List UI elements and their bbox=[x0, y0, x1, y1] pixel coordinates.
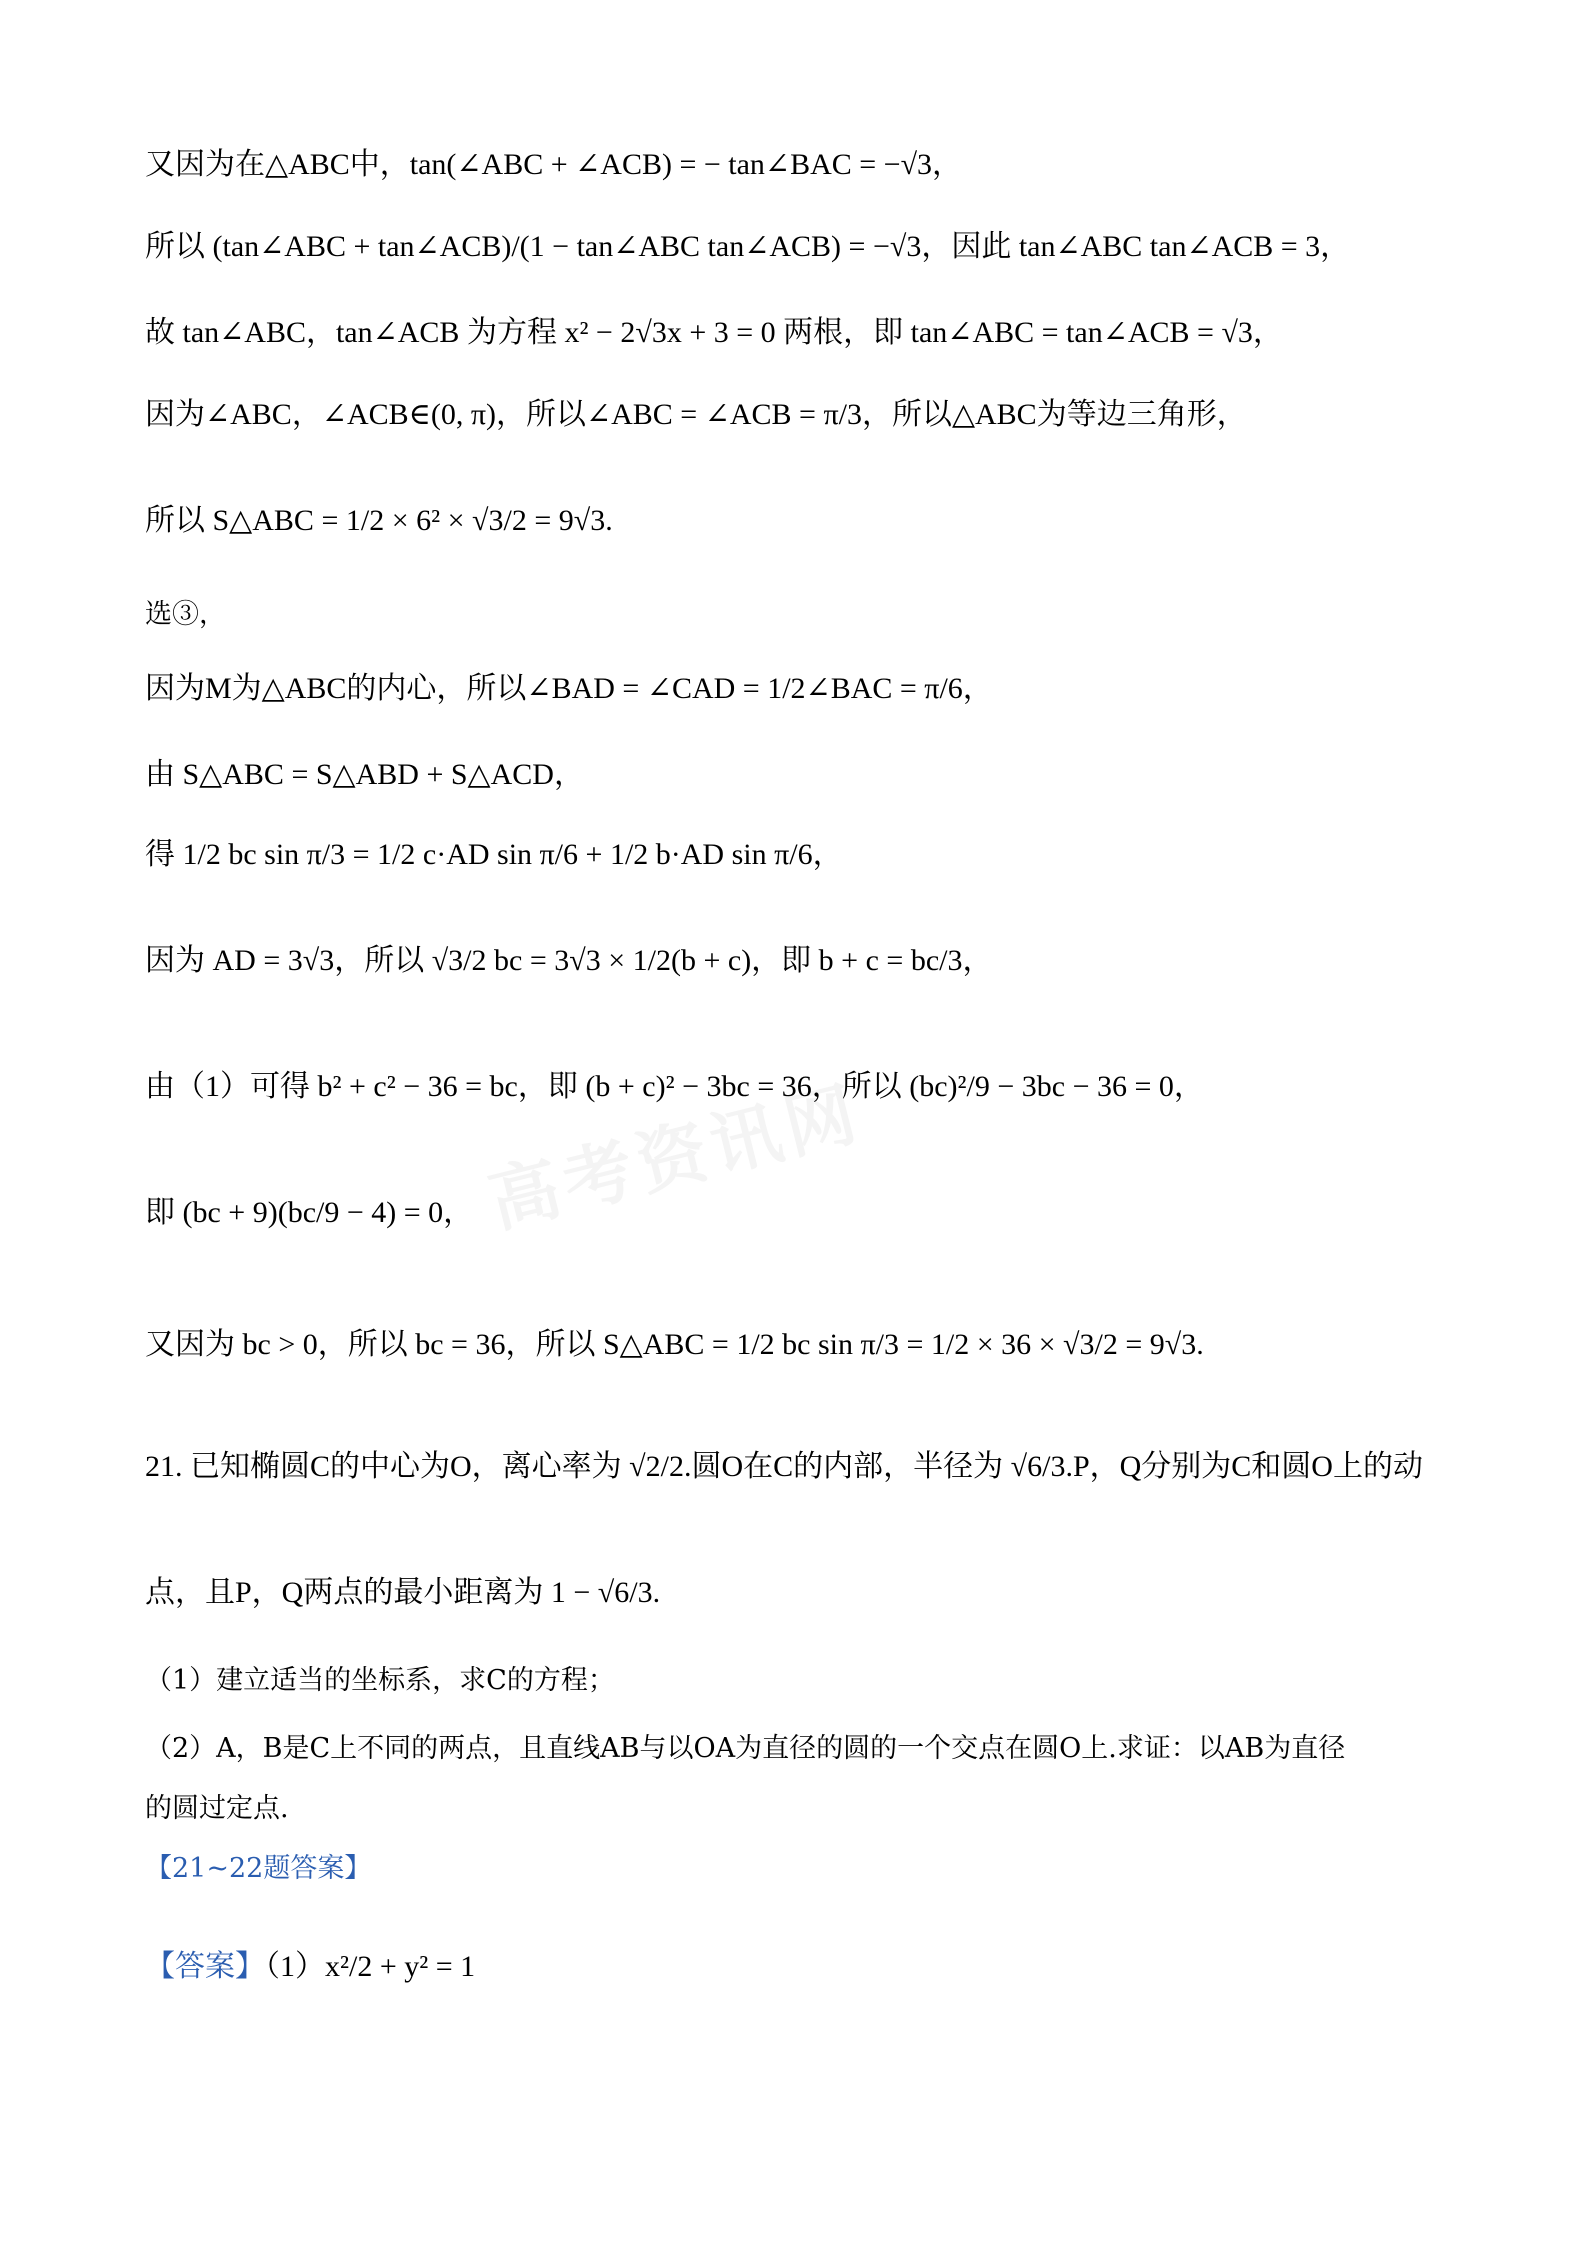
problem-21-text: 点，且P，Q两点的最小距离为 1 − √6/3. bbox=[145, 1576, 661, 1609]
solution-line: 由（1）可得 b² + c² − 36 = bc，即 (b + c)² − 3bc = 36，所以 (bc)²/9 − 3bc − 36 = 0， bbox=[145, 1070, 1204, 1103]
answer-line: 【答案】（1）x²/2 + y² = 1 bbox=[145, 1950, 476, 1983]
option-label: 选③， bbox=[145, 599, 226, 630]
solution-line: 又因为在△ABC中，tan(∠ABC + ∠ACB) = − tan∠BAC = −√3， bbox=[145, 148, 963, 181]
subquestion-1: （1）建立适当的坐标系，求C的方程； bbox=[145, 1665, 615, 1696]
solution-line: 因为 AD = 3√3，所以 √3/2 bc = 3√3 × 1/2(b + c)，即 b + c = bc/3， bbox=[145, 944, 993, 977]
subquestion-2: （2）A，B是C上不同的两点，且直线AB与以OA为直径的圆的一个交点在圆O上.求证：以AB为直径 bbox=[145, 1733, 1346, 1764]
solution-line: 又因为 bc > 0，所以 bc = 36，所以 S△ABC = 1/2 bc sin π/3 = 1/2 × 36 × √3/2 = 9√3. bbox=[145, 1328, 1204, 1361]
subquestion-2-continued: 的圆过定点. bbox=[145, 1793, 289, 1824]
solution-line: 所以 (tan∠ABC + tan∠ACB)/(1 − tan∠ABC tan∠ACB) = −√3，因此 tan∠ABC tan∠ACB = 3， bbox=[145, 230, 1351, 263]
solution-line: 得 1/2 bc sin π/3 = 1/2 c·AD sin π/6 + 1/2 b·AD sin π/6， bbox=[145, 838, 843, 871]
answer-section-heading: 【21~22题答案】 bbox=[145, 1853, 372, 1884]
solution-line: 因为M为△ABC的内心，所以∠BAD = ∠CAD = 1/2∠BAC = π/6， bbox=[145, 672, 993, 705]
solution-line: 所以 S△ABC = 1/2 × 6² × √3/2 = 9√3. bbox=[145, 504, 613, 537]
answer-label: 【答案】 bbox=[145, 1950, 265, 1983]
solution-line: 由 S△ABC = S△ABD + S△ACD， bbox=[145, 758, 584, 791]
solution-line: 即 (bc + 9)(bc/9 − 4) = 0， bbox=[145, 1196, 474, 1229]
problem-21-text: 21. 已知椭圆C的中心为O，离心率为 √2/2.圆O在C的内部，半径为 √6/3.P，Q分别为C和圆O上的动 bbox=[145, 1450, 1423, 1483]
solution-line: 故 tan∠ABC，tan∠ACB 为方程 x² − 2√3x + 3 = 0 两根，即 tan∠ABC = tan∠ACB = √3， bbox=[145, 316, 1283, 349]
solution-line: 因为∠ABC，∠ACB∈(0, π)，所以∠ABC = ∠ACB = π/3，所以△ABC为等边三角形， bbox=[145, 398, 1247, 431]
